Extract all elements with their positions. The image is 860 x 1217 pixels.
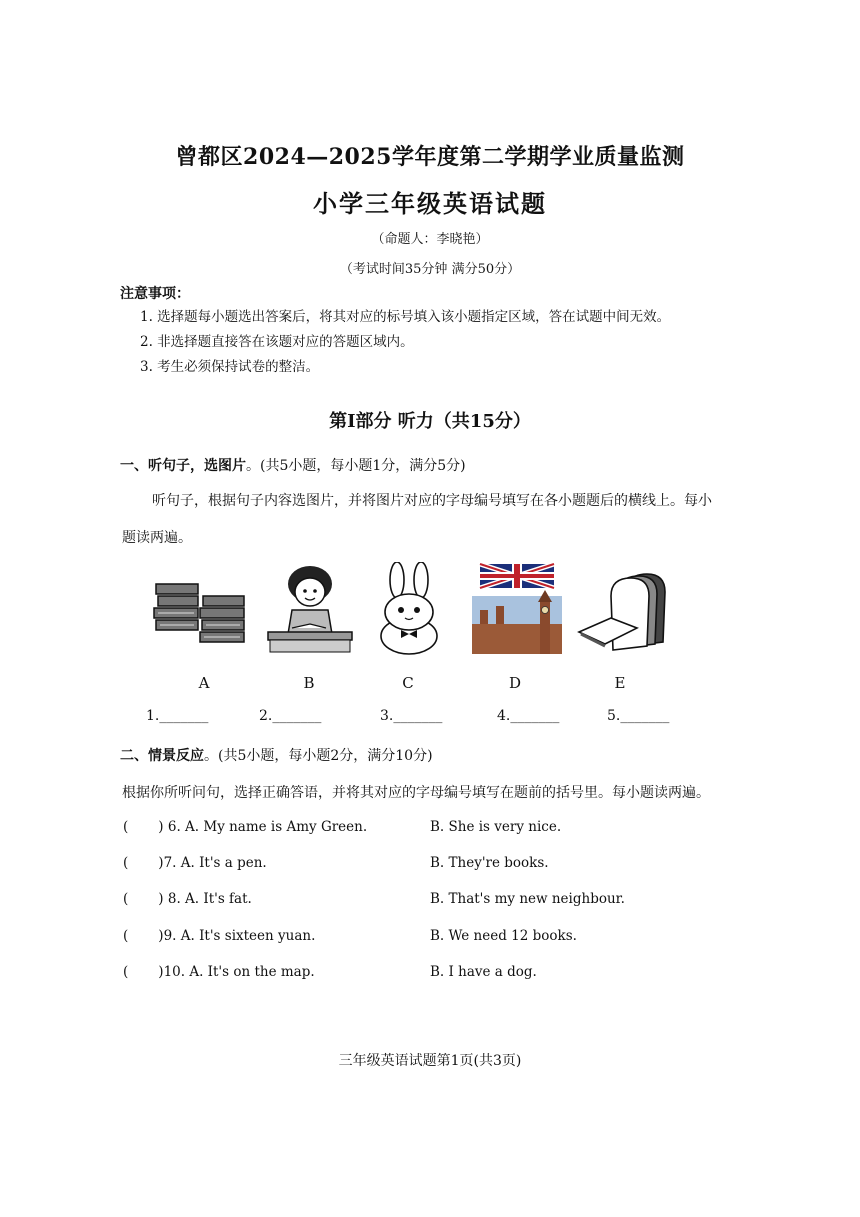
section1-instruction-cont: 题读两遍。 — [122, 530, 192, 546]
notice-item: 3. 考生必须保持试卷的整洁。 — [140, 359, 320, 375]
books-icon — [150, 562, 250, 657]
question-8-option-b: B. That's my new neighbour. — [430, 891, 625, 907]
question-8-option-a: ( ) 8. A. It's fat. — [123, 891, 252, 907]
question-10-option-a: ( )10. A. It's on the map. — [123, 964, 315, 980]
answer-blank-5[interactable]: 5._______ — [607, 708, 670, 724]
girl-desk-icon — [262, 562, 357, 657]
exam-subtitle: 小学三年级英语试题 — [313, 189, 547, 218]
question-6-option-b: B. She is very nice. — [430, 819, 562, 835]
picture-label: B — [303, 674, 315, 692]
section2-heading — [120, 745, 433, 765]
question-10-option-b: B. I have a dog. — [430, 964, 537, 980]
bread-icon — [575, 562, 670, 657]
exam-title: 曾都区2024—2025学年度第二学期学业质量监测 — [175, 144, 685, 170]
picture-label: C — [402, 674, 414, 692]
section1-instruction: 听句子，根据句子内容选图片，并将图片对应的字母编号填写在各小题题后的横线上。每小 — [152, 493, 712, 509]
picture-label: E — [614, 674, 626, 692]
question-9-option-a: ( )9. A. It's sixteen yuan. — [123, 928, 316, 944]
notice-item: 2. 非选择题直接答在该题对应的答题区域内。 — [140, 334, 414, 350]
answer-blank-1[interactable]: 1._______ — [146, 708, 209, 724]
uk-flag-london-icon — [470, 562, 565, 657]
rabbit-icon — [365, 562, 455, 657]
question-7-option-a: ( )7. A. It's a pen. — [123, 855, 267, 871]
section2-heading-bold: 二、情景反应 — [120, 748, 204, 764]
answer-blank-3[interactable]: 3._______ — [380, 708, 443, 724]
page-footer: 三年级英语试题第1页(共3页) — [338, 1053, 522, 1069]
duration-line: （考试时间35分钟 满分50分） — [339, 262, 521, 277]
section2-instruction: 根据你所听问句，选择正确答语，并将其对应的字母编号填写在题前的括号里。每小题读两遍。 — [122, 785, 710, 801]
section1-heading-rest: 。(共5小题，每小题1分，满分5分) — [246, 458, 466, 474]
notice-item: 1. 选择题每小题选出答案后，将其对应的标号填入该小题指定区域，答在试题中间无效。 — [140, 309, 671, 325]
answer-blank-4[interactable]: 4._______ — [497, 708, 560, 724]
picture-label: A — [198, 674, 210, 692]
picture-label: D — [508, 674, 522, 692]
answer-blank-2[interactable]: 2._______ — [259, 708, 322, 724]
section2-heading-rest: 。(共5小题，每小题2分，满分10分) — [204, 748, 433, 764]
section1-heading — [120, 455, 466, 475]
question-9-option-b: B. We need 12 books. — [430, 928, 577, 944]
notice-title: 注意事项： — [120, 286, 190, 302]
part-title: 第Ⅰ部分 听力（共15分） — [329, 411, 531, 432]
question-6-option-a: ( ) 6. A. My name is Amy Green. — [123, 819, 368, 835]
question-7-option-b: B. They're books. — [430, 855, 549, 871]
section1-heading-bold: 一、听句子，选图片 — [120, 458, 246, 474]
author-line: （命题人：李晓艳） — [371, 232, 489, 247]
